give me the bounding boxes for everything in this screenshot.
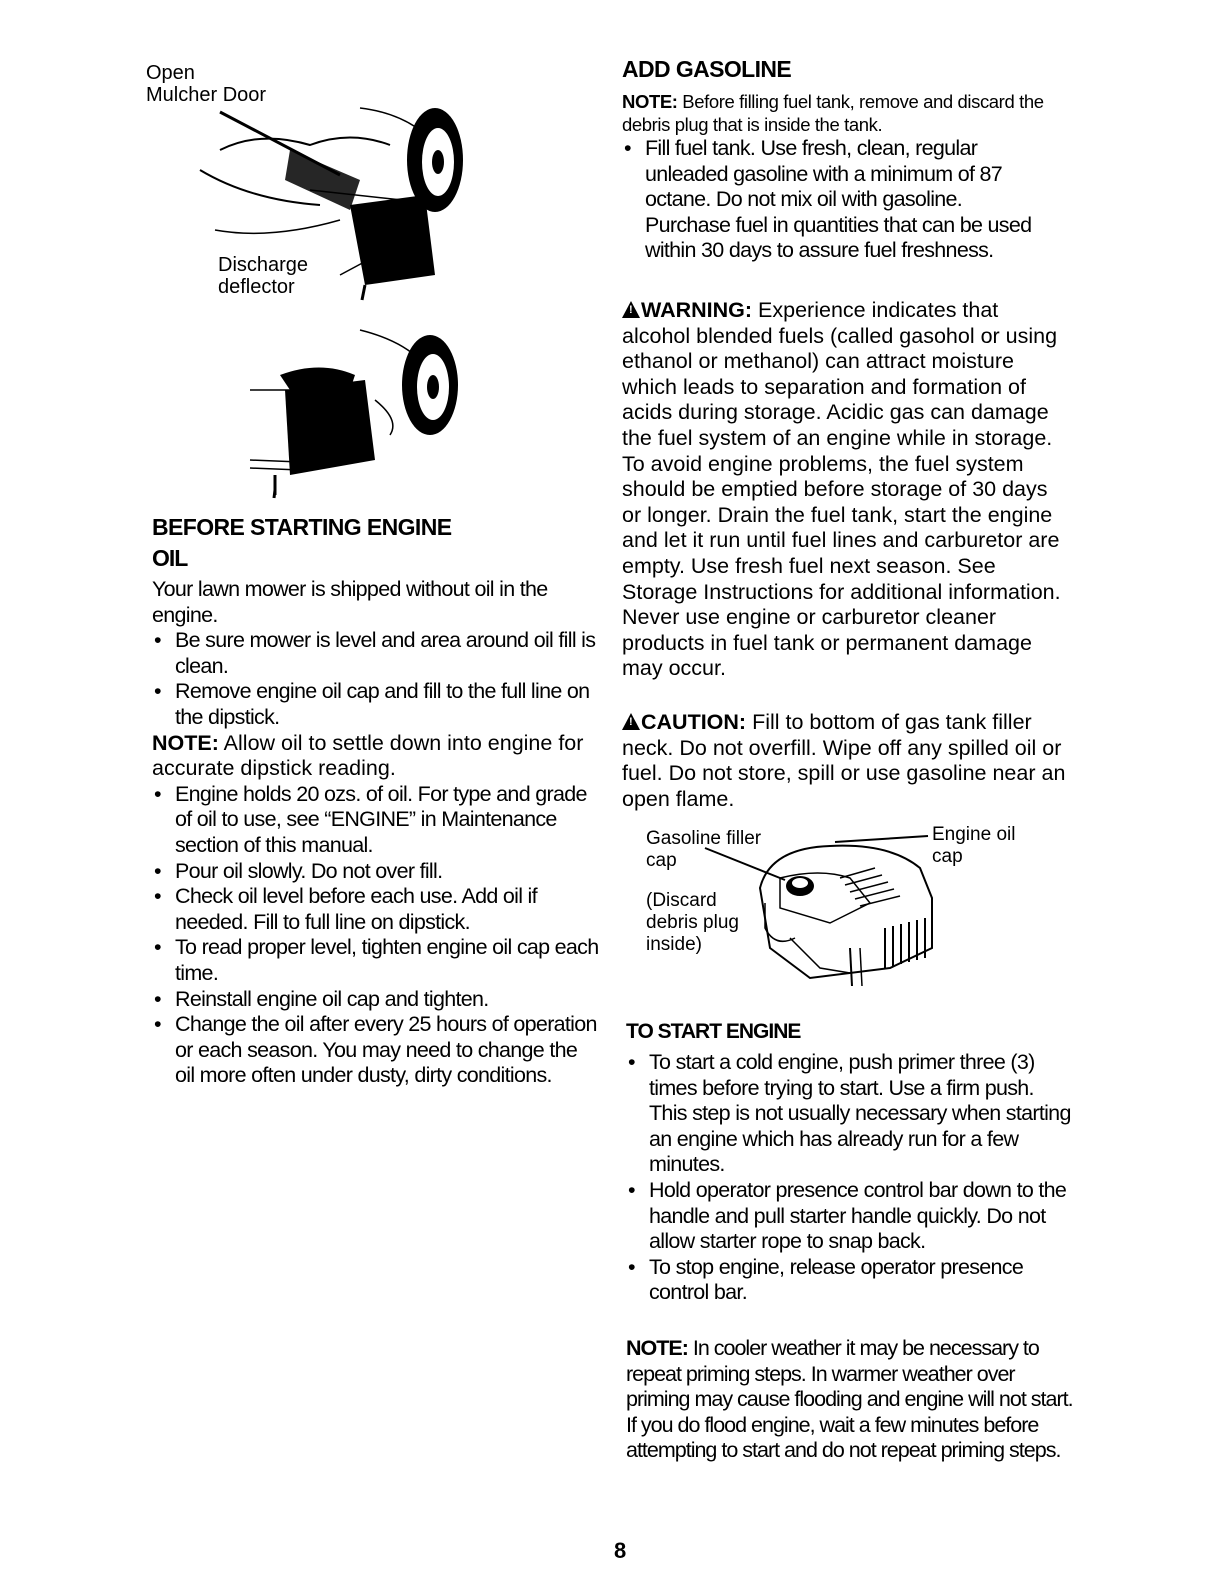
warning-text: Experience indicates that alcohol blended fuels (called gasohol or using ethanol or methanol) can attract moisture which leads to separation and formation of acids during storage. Acidic gas can damage the fuel system of an engine while in storage. To avoid engine problems, the fuel system should be emptied before storage of 30 days or longer. Drain the fuel tank, start the engine and let it run until fuel lines and carburetor are empty. Use fresh fuel next season. See Storage Instructions for additional information. Never use engine or carburetor cleaner products in fuel tank or permanent damage may occur. — [622, 298, 1061, 681]
note-text: In cooler weather it may be necessary to repeat priming steps. In warmer weather over priming may cause flooding and engine will not start. If you do flood engine, wait a few minutes before attempting to start and do not repeat priming steps. — [626, 1336, 1073, 1463]
before-starting-engine-heading: BEFORE STARTING ENGINE — [152, 514, 452, 540]
warning-label: WARNING: — [641, 298, 753, 322]
oil-note — [152, 731, 600, 782]
caution-text: Fill to bottom of gas tank filler neck. Do not overfill. Wipe off any spilled oil or fuel. Do not store, spill or use gasoline near an open flame. — [622, 710, 1066, 811]
oil-subheading: OIL — [152, 545, 188, 571]
label-engine-oil-cap: Engine oil cap — [932, 824, 1016, 867]
add-gasoline-heading: ADD GASOLINE — [622, 56, 792, 82]
note-label: NOTE: — [626, 1336, 688, 1360]
fill-fuel-bullet — [622, 136, 1042, 264]
oil-bullets-a — [152, 628, 600, 730]
label-discharge-deflector: Discharge deflector — [218, 254, 309, 298]
list-item: • Change the oil after every 25 hours of operation or each season. You may need to change the oil more often under dusty, dirty conditions. — [152, 1012, 600, 1089]
list-item: • Remove engine oil cap and fill to the full line on the dipstick. — [152, 679, 600, 730]
engine-illustration — [700, 828, 940, 988]
list-item: • To read proper level, tighten engine oil cap each time. — [152, 935, 600, 986]
list-item: • Fill fuel tank. Use fresh, clean, regular unleaded gasoline with a minimum of 87 octane. Do not mix oil with gasoline. Purchase fuel in quantities that can be used within 30 days to assure fuel freshness. — [622, 136, 1042, 264]
list-item: • To start a cold engine, push primer three (3) times before trying to start. Use a firm push. This step is not usually necessary when starting an engine which has already run for a few minutes. — [626, 1050, 1076, 1178]
oil-bullets-b — [152, 782, 600, 1089]
caution-block — [622, 710, 1072, 812]
note-text: Before filling fuel tank, remove and discard the debris plug that is inside the tank. — [622, 91, 1044, 135]
note-text: Allow oil to settle down into engine for accurate dipstick reading. — [152, 730, 584, 781]
list-item: • Check oil level before each use. Add oil if needed. Fill to full line on dipstick. — [152, 884, 600, 935]
oil-intro: Your lawn mower is shipped without oil in the engine. — [152, 577, 548, 627]
caution-icon — [622, 713, 640, 730]
priming-note — [626, 1336, 1076, 1464]
caution-label: CAUTION: — [641, 710, 747, 734]
warning-block — [622, 298, 1072, 682]
start-engine-bullets — [626, 1050, 1076, 1306]
oil-section-body — [152, 577, 600, 1089]
to-start-engine-heading: TO START ENGINE — [626, 1020, 801, 1043]
warning-icon — [622, 301, 640, 318]
list-item: • To stop engine, release operator presence control bar. — [626, 1255, 1076, 1306]
note-label: NOTE: — [152, 730, 219, 755]
list-item: • Hold operator presence control bar down to the handle and pull starter handle quickly. Do not allow starter rope to snap back. — [626, 1178, 1076, 1255]
list-item: • Engine holds 20 ozs. of oil. For type and grade of oil to use, see “ENGINE” in Maintenance section of this manual. — [152, 782, 600, 859]
list-item: • Reinstall engine oil cap and tighten. — [152, 987, 600, 1013]
label-gasoline-filler-cap: Gasoline filler cap — [646, 828, 762, 871]
mower-deck-drawing-bottom — [250, 330, 458, 498]
label-discard-debris-plug: (Discard debris plug inside) — [646, 890, 739, 955]
note-label: NOTE: — [622, 91, 678, 112]
gasoline-note — [622, 90, 1052, 136]
list-item: • Pour oil slowly. Do not over fill. — [152, 859, 600, 885]
page-number: 8 — [614, 1538, 627, 1563]
list-item: • Be sure mower is level and area around oil fill is clean. — [152, 628, 600, 679]
label-open-mulcher-door: Open Mulcher Door — [146, 62, 267, 106]
